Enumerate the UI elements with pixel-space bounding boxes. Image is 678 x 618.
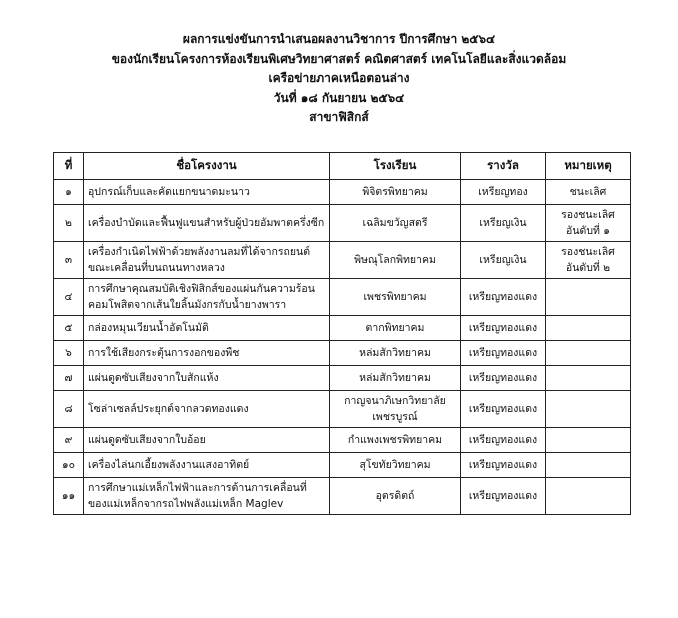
table-row: [54, 341, 631, 366]
header-note: หมายเหตุ: [546, 153, 631, 180]
results-table: [53, 152, 631, 515]
document-heading: [0, 30, 678, 128]
row-award: เหรียญเงิน: [461, 205, 546, 242]
table-row: [54, 478, 631, 515]
row-school: พิษณุโลกพิทยาคม: [330, 242, 461, 279]
row-school: เพชรพิทยาคม: [330, 279, 461, 316]
row-school: หล่มสักวิทยาคม: [330, 341, 461, 366]
row-note: [546, 341, 631, 366]
row-note: [546, 453, 631, 478]
row-number: ๘: [54, 391, 84, 428]
row-number: ๔: [54, 279, 84, 316]
table-row: [54, 391, 631, 428]
row-number: ๗: [54, 366, 84, 391]
row-note: [546, 316, 631, 341]
heading-program: ของนักเรียนโครงการห้องเรียนพิเศษวิทยาศาสตร์ คณิตศาสตร์ เทคโนโลยีและสิ่งแวดล้อม: [111, 51, 567, 66]
row-project: อุปกรณ์เก็บและคัดแยกขนาดมะนาว: [84, 180, 330, 205]
row-note: [546, 279, 631, 316]
row-number: ๕: [54, 316, 84, 341]
row-number: ๙: [54, 428, 84, 453]
table-row: [54, 453, 631, 478]
row-award: เหรียญทองแดง: [461, 279, 546, 316]
row-project: แผ่นดูดซับเสียงจากใบอ้อย: [84, 428, 330, 453]
row-award: เหรียญทองแดง: [461, 391, 546, 428]
row-school: กาญจนาภิเษกวิทยาลัย เพชรบูรณ์: [330, 391, 461, 428]
heading-network: เครือข่ายภาคเหนือตอนล่าง: [268, 71, 410, 85]
row-school: กำแพงเพชรพิทยาคม: [330, 428, 461, 453]
row-award: เหรียญเงิน: [461, 242, 546, 279]
table-row: [54, 242, 631, 279]
row-award: เหรียญทอง: [461, 180, 546, 205]
table-row: [54, 316, 631, 341]
row-number: ๑๑: [54, 478, 84, 515]
row-number: ๑: [54, 180, 84, 205]
row-award: เหรียญทองแดง: [461, 453, 546, 478]
row-project: การศึกษาคุณสมบัติเชิงฟิสิกส์ของแผ่นกันความร้อนคอมโพสิตจากเส้นใยลิ้นมังกรกับน้ำยางพารา: [84, 279, 330, 316]
header-project: ชื่อโครงงาน: [84, 153, 330, 180]
row-school: หล่มสักวิทยาคม: [330, 366, 461, 391]
table-row: [54, 366, 631, 391]
row-number: ๑๐: [54, 453, 84, 478]
table-row: [54, 428, 631, 453]
row-school: ตากพิทยาคม: [330, 316, 461, 341]
row-number: ๖: [54, 341, 84, 366]
table-header-row: [54, 153, 631, 180]
row-award: เหรียญทองแดง: [461, 366, 546, 391]
row-award: เหรียญทองแดง: [461, 428, 546, 453]
heading-date: วันที่ ๑๘ กันยายน ๒๕๖๔: [273, 90, 405, 105]
row-school: อุตรดิตถ์: [330, 478, 461, 515]
row-note: รองชนะเลิศอันดับที่ ๒: [546, 242, 631, 279]
row-award: เหรียญทองแดง: [461, 316, 546, 341]
row-note: [546, 478, 631, 515]
table-row: [54, 279, 631, 316]
table-row: [54, 205, 631, 242]
row-note: ชนะเลิศ: [546, 180, 631, 205]
row-project: การศึกษาแม่เหล็กไฟฟ้าและการต้านการเคลื่อนที่ของแม่เหล็กจากรถไฟพลังแม่เหล็ก Maglev: [84, 478, 330, 515]
row-project: แผ่นดูดซับเสียงจากใบสักแห้ง: [84, 366, 330, 391]
row-project: โซล่าเซลล์ประยุกต์จากลวดทองแดง: [84, 391, 330, 428]
header-school: โรงเรียน: [330, 153, 461, 180]
row-note: รองชนะเลิศอันดับที่ ๑: [546, 205, 631, 242]
heading-subject: สาขาฟิสิกส์: [309, 110, 369, 124]
row-note: [546, 391, 631, 428]
row-school: สุโขทัยวิทยาคม: [330, 453, 461, 478]
table-row: [54, 180, 631, 205]
row-school: เฉลิมขวัญสตรี: [330, 205, 461, 242]
row-note: [546, 366, 631, 391]
header-number: ที่: [54, 153, 84, 180]
row-award: เหรียญทองแดง: [461, 478, 546, 515]
header-award: รางวัล: [461, 153, 546, 180]
row-number: ๓: [54, 242, 84, 279]
row-project: กล่องหมุนเวียนน้ำอัตโนมัติ: [84, 316, 330, 341]
row-project: เครื่องบำบัดและฟื้นฟูแขนสำหรับผู้ป่วยอัมพาตครึ่งซีก: [84, 205, 330, 242]
row-note: [546, 428, 631, 453]
row-project: การใช้เสียงกระตุ้นการงอกของพืช: [84, 341, 330, 366]
row-school: พิจิตรพิทยาคม: [330, 180, 461, 205]
row-award: เหรียญทองแดง: [461, 341, 546, 366]
row-project: เครื่องไล่นกเอี้ยงพลังงานแสงอาทิตย์: [84, 453, 330, 478]
heading-title: ผลการแข่งขันการนำเสนอผลงานวิชาการ ปีการศึกษา ๒๕๖๔: [182, 32, 496, 46]
row-number: ๒: [54, 205, 84, 242]
row-project: เครื่องกำเนิดไฟฟ้าด้วยพลังงานลมที่ได้จากรถยนต์ขณะเคลื่อนที่บนถนนทางหลวง: [84, 242, 330, 279]
